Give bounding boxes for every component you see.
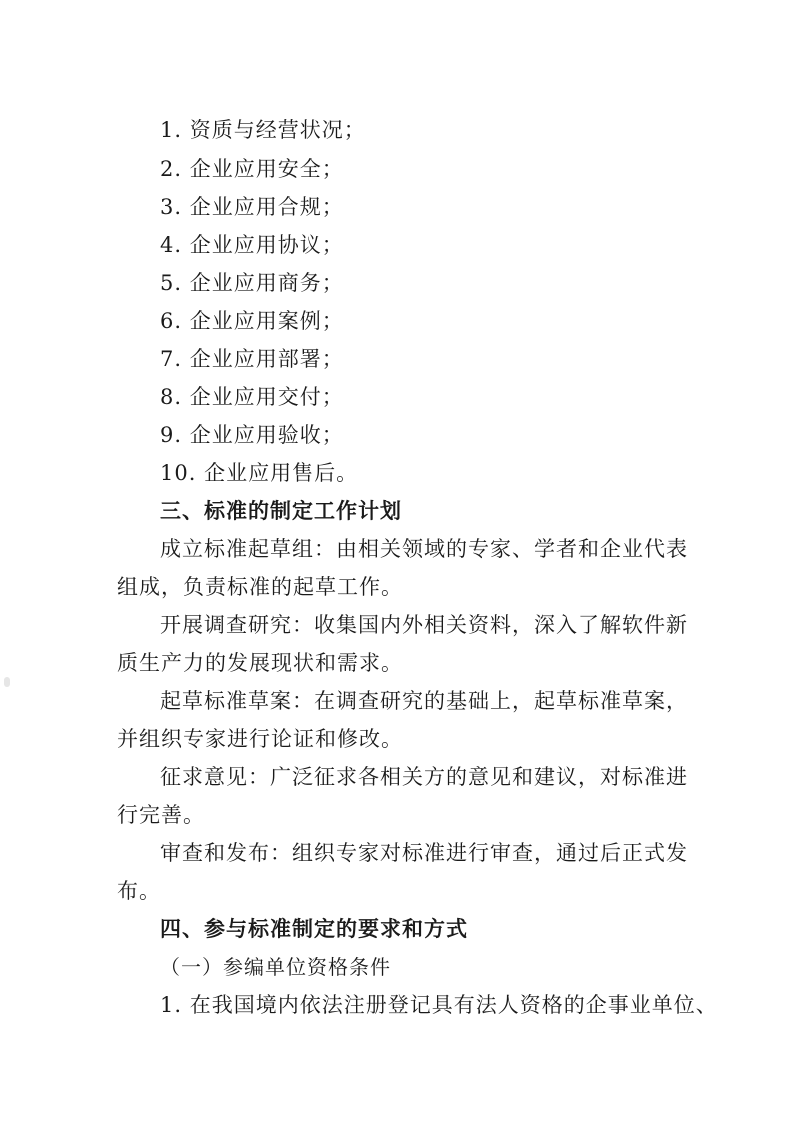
list-item-6: 6. 企业应用案例；	[160, 309, 344, 333]
paragraph-line: 起草标准草案：在调查研究的基础上，起草标准草案，	[160, 689, 688, 713]
paragraph-line: 征求意见：广泛征求各相关方的意见和建议，对标准进	[160, 765, 688, 789]
list-item-7: 7. 企业应用部署；	[160, 347, 344, 371]
paragraph-line: 成立标准起草组：由相关领域的专家、学者和企业代表	[160, 537, 688, 561]
section4-item-1: 1. 在我国境内依法注册登记具有法人资格的企事业单位、	[160, 993, 718, 1017]
scan-speck	[4, 677, 10, 687]
paragraph-line: 审查和发布：组织专家对标准进行审查，通过后正式发	[160, 841, 688, 865]
section4-heading: 四、参与标准制定的要求和方式	[160, 917, 468, 941]
section3-heading: 三、标准的制定工作计划	[160, 499, 402, 523]
list-item-5: 5. 企业应用商务；	[160, 271, 344, 295]
section4-subheading: （一）参编单位资格条件	[160, 955, 391, 979]
paragraph-line: 质生产力的发展现状和需求。	[117, 651, 403, 675]
list-item-2: 2. 企业应用安全；	[160, 157, 344, 181]
paragraph-line: 行完善。	[117, 803, 205, 827]
paragraph-line: 布。	[117, 879, 161, 903]
list-item-10: 10. 企业应用售后。	[160, 461, 359, 485]
paragraph-line: 并组织专家进行论证和修改。	[117, 727, 403, 751]
paragraph-line: 开展调查研究：收集国内外相关资料，深入了解软件新	[160, 613, 688, 637]
paragraph-line: 组成，负责标准的起草工作。	[117, 575, 403, 599]
list-item-3: 3. 企业应用合规；	[160, 195, 344, 219]
list-item-1: 1. 资质与经营状况；	[160, 118, 366, 142]
list-item-9: 9. 企业应用验收；	[160, 423, 344, 447]
list-item-8: 8. 企业应用交付；	[160, 385, 344, 409]
list-item-4: 4. 企业应用协议；	[160, 233, 344, 257]
